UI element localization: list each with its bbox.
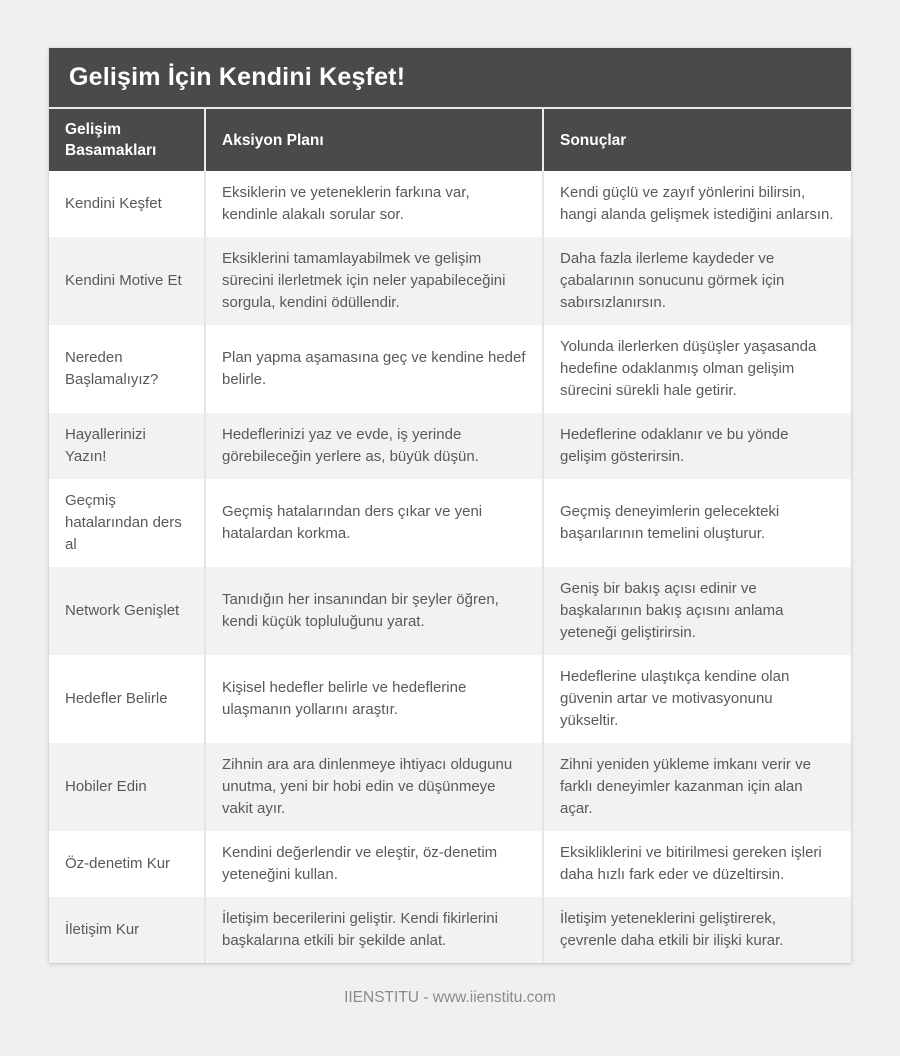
column-header-results: Sonuçlar (542, 109, 851, 171)
result-cell: Geçmiş deneyimlerin gelecekteki başarılarının temelini oluşturur. (542, 479, 851, 567)
step-cell: Kendini Motive Et (65, 272, 182, 289)
column-header-action-plan: Aksiyon Planı (204, 109, 542, 171)
step-cell: Kendini Keşfet (65, 195, 162, 212)
page (0, 48, 900, 1056)
table-row (49, 237, 851, 325)
footer-credit: IIENSTITU - www.iienstitu.com (344, 989, 556, 1006)
table-row (49, 567, 851, 655)
step-cell: Geçmiş hatalarından ders al (65, 492, 182, 553)
table-row (49, 897, 851, 963)
action-cell: Tanıdığın her insanından bir şeyler öğren, kendi küçük topluluğunu yarat. (204, 567, 542, 655)
result-cell: Geniş bir bakış açısı edinir ve başkalarının bakış açısını anlama yeteneği geliştirirsin. (542, 567, 851, 655)
action-cell: Kişisel hedefler belirle ve hedeflerine ulaşmanın yollarını araştır. (204, 655, 542, 743)
result-cell: Daha fazla ilerleme kaydeder ve çabalarının sonucunu görmek için sabırsızlanırsın. (542, 237, 851, 325)
result-cell: İletişim yeteneklerini geliştirerek, çevrenle daha etkili bir ilişki kurar. (542, 897, 851, 963)
action-cell: Geçmiş hatalarından ders çıkar ve yeni hatalardan korkma. (204, 479, 542, 567)
table-row (49, 413, 851, 479)
result-cell: Kendi güçlü ve zayıf yönlerini bilirsin, hangi alanda gelişmek istediğini anlarsın. (542, 171, 851, 237)
table-row (49, 655, 851, 743)
column-header-steps: Gelişim Basamakları (65, 121, 157, 159)
development-table-card (49, 48, 851, 963)
action-cell: Eksiklerini tamamlayabilmek ve gelişim sürecini ilerletmek için neler yapabileceğini sorgula, kendini ödüllendir. (204, 237, 542, 325)
result-cell: Hedeflerine odaklanır ve bu yönde gelişim gösterirsin. (542, 413, 851, 479)
step-cell: Network Genişlet (65, 602, 180, 619)
action-cell: Plan yapma aşamasına geç ve kendine hedef belirle. (204, 325, 542, 413)
page-title: Gelişim İçin Kendini Keşfet! (69, 63, 406, 91)
table-row (49, 325, 851, 413)
table-row (49, 171, 851, 237)
step-cell: Nereden Başlamalıyız? (65, 349, 159, 388)
action-cell: Zihnin ara ara dinlenmeye ihtiyacı oldugunu unutma, yeni bir hobi edin ve düşünmeye vakit ayır. (204, 743, 542, 831)
step-cell: İletişim Kur (65, 921, 140, 938)
step-cell: Öz-denetim Kur (65, 855, 171, 872)
action-cell: İletişim becerilerini geliştir. Kendi fikirlerini başkalarına etkili bir şekilde anlat. (204, 897, 542, 963)
table-body (49, 171, 851, 963)
table-row (49, 743, 851, 831)
action-cell: Kendini değerlendir ve eleştir, öz-denetim yeteneğini kullan. (204, 831, 542, 897)
result-cell: Hedeflerine ulaştıkça kendine olan güvenin artar ve motivasyonunu yükseltir. (542, 655, 851, 743)
table-row (49, 831, 851, 897)
step-cell: Hedefler Belirle (65, 690, 168, 707)
table-row (49, 479, 851, 567)
result-cell: Zihni yeniden yükleme imkanı verir ve farklı deneyimler kazanman için alan açar. (542, 743, 851, 831)
step-cell: Hayallerinizi Yazın! (65, 426, 146, 465)
action-cell: Hedeflerinizi yaz ve evde, iş yerinde görebileceğin yerlere as, büyük düşün. (204, 413, 542, 479)
result-cell: Yolunda ilerlerken düşüşler yaşasanda hedefine odaklanmış olman gelişim sürecini sürekli hale getirir. (542, 325, 851, 413)
step-cell: Hobiler Edin (65, 778, 147, 795)
result-cell: Eksikliklerini ve bitirilmesi gereken işleri daha hızlı fark eder ve düzeltirsin. (542, 831, 851, 897)
action-cell: Eksiklerin ve yeteneklerin farkına var, kendinle alakalı sorular sor. (204, 171, 542, 237)
table-title-bar (49, 48, 851, 109)
table-header-row (49, 109, 851, 171)
